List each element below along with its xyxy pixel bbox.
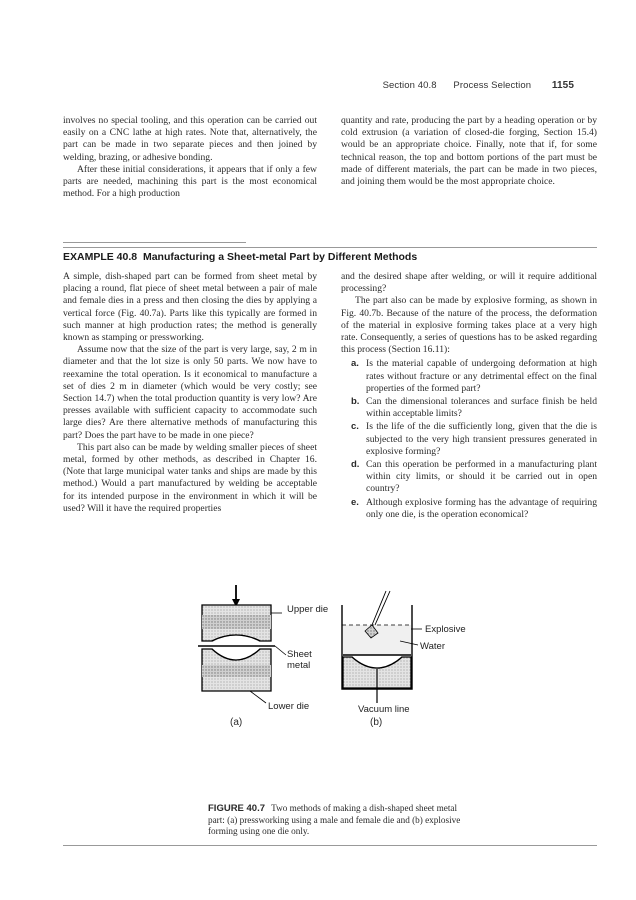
example-left-column <box>63 271 317 515</box>
page-number: 1155 <box>551 80 574 91</box>
label-upper-die: Upper die <box>287 604 329 615</box>
figure-caption <box>208 803 468 838</box>
top-right-column <box>341 115 597 188</box>
detonator-wire <box>372 591 386 625</box>
lower-die-band <box>202 665 271 677</box>
example-title: Manufacturing a Sheet-metal Part by Different Methods <box>142 251 418 263</box>
top-left-paragraph-2: After these initial considerations, it appears that if only a few parts are needed, machining this part is the most economical method. For a high production <box>63 163 317 200</box>
example-label: EXAMPLE 40.8 <box>63 251 138 263</box>
question-list <box>341 358 597 521</box>
leader-sheet <box>275 646 286 655</box>
top-left-column <box>63 115 317 200</box>
figure-diagram <box>190 585 490 735</box>
running-header <box>383 80 574 91</box>
example-heading <box>63 251 417 263</box>
example-paragraph-2: Assume now that the size of the part is very large, say, 2 m in diameter and that the lot size is only 50 parts. We now have to reexamine the total operation. Is it economical to manufacture a set of dies 2 m in diameter (which would be very costly; see Section 14.7) when the total production quantity is very low? Are presses available with sufficient capacity to accommodate such large dies? Are there alternative methods of manufacturing this part? Does the part have to be made in one piece? <box>63 344 317 441</box>
example-right-paragraph-1: and the desired shape after welding, or will it require additional processing? <box>341 271 597 295</box>
example-rule <box>63 247 597 248</box>
header-section: Section 40.8 <box>382 80 437 91</box>
detonator-wire-2 <box>375 591 390 625</box>
example-right-paragraph-2: The part also can be made by explosive forming, as shown in Fig. 40.7b. Because of the nature of the process, the deformation of the material in explosive forming takes place at a very high rate. Consequently, a series of questions has to be asked regarding this process (Section 16.11): <box>341 295 597 356</box>
top-right-paragraph: quantity and rate, producing the part by a heading operation or by cold extrusion (a variation of closed-die forging, Section 15.4) would be an appropriate choice. Finally, note that if, for some technical reason, the top and bottom portions of the part must be made of different materials, the part can be made in two pieces, and joining them would be the most appropriate choice. <box>341 115 597 188</box>
example-right-column <box>341 271 597 522</box>
label-sheet-metal: Sheet metal <box>287 649 312 671</box>
example-rule-top <box>63 242 246 243</box>
press-diagram <box>198 585 286 703</box>
question-item: e. Although explosive forming has the advantage of requiring only one die, is the operation economical? <box>351 496 597 520</box>
figure-caption-text: Two methods of making a dish-shaped sheet metal part: (a) pressworking using a male and female die and (b) explosive forming using one die only. <box>208 803 461 836</box>
example-paragraph-3: This part also can be made by welding smaller pieces of sheet metal, formed by other methods, as described in Chapter 16. (Note that large municipal water tanks and ships are made by this method.) Would a part manufactured by welding be acceptable for its intended purpose in the environment in which it will be used? Will it have the required properties <box>63 441 317 514</box>
question-item: a. Is the material capable of undergoing deformation at high rates without fracture or any detrimental effect on the final properties of the formed part? <box>351 358 597 394</box>
question-item: c. Is the life of the die sufficiently long, given that the die is subjected to the very high transient pressures generated in explosive forming? <box>351 421 597 457</box>
explosive-diagram <box>342 591 422 703</box>
upper-die-band <box>202 615 271 629</box>
leader-lower <box>250 691 266 703</box>
label-explosive: Explosive <box>425 624 466 635</box>
figure-number: FIGURE 40.7 <box>208 803 266 814</box>
header-subject: Process Selection <box>453 80 532 91</box>
example-paragraph-1: A simple, dish-shaped part can be formed from sheet metal by placing a round, flat piece of sheet metal between a pair of male and female dies in a press and then closing the dies by applying a vertical force (Fig. 40.7a). Parts like this typically are formed in such manner at high production rates; the method is generally known as stamping or pressworking. <box>63 271 317 344</box>
top-left-paragraph: involves no special tooling, and this operation can be carried out easily on a CNC lathe at high rates. Note that, alternatively, the part can be made in two separate pieces and then joined by welding, brazing, or adhesive bonding. <box>63 115 317 163</box>
subfigure-label-a: (a) <box>230 717 243 728</box>
label-water: Water <box>420 641 445 652</box>
question-item: d. Can this operation be performed in a manufacturing plant within city limits, or should it be carried out in open country? <box>351 459 597 495</box>
question-item: b. Can the dimensional tolerances and surface finish be held within acceptable limits? <box>351 396 597 420</box>
label-lower-die: Lower die <box>268 701 310 712</box>
bottom-rule <box>63 845 597 846</box>
water-region <box>343 625 411 655</box>
label-vacuum-line: Vacuum line <box>358 704 410 715</box>
subfigure-label-b: (b) <box>370 717 383 728</box>
